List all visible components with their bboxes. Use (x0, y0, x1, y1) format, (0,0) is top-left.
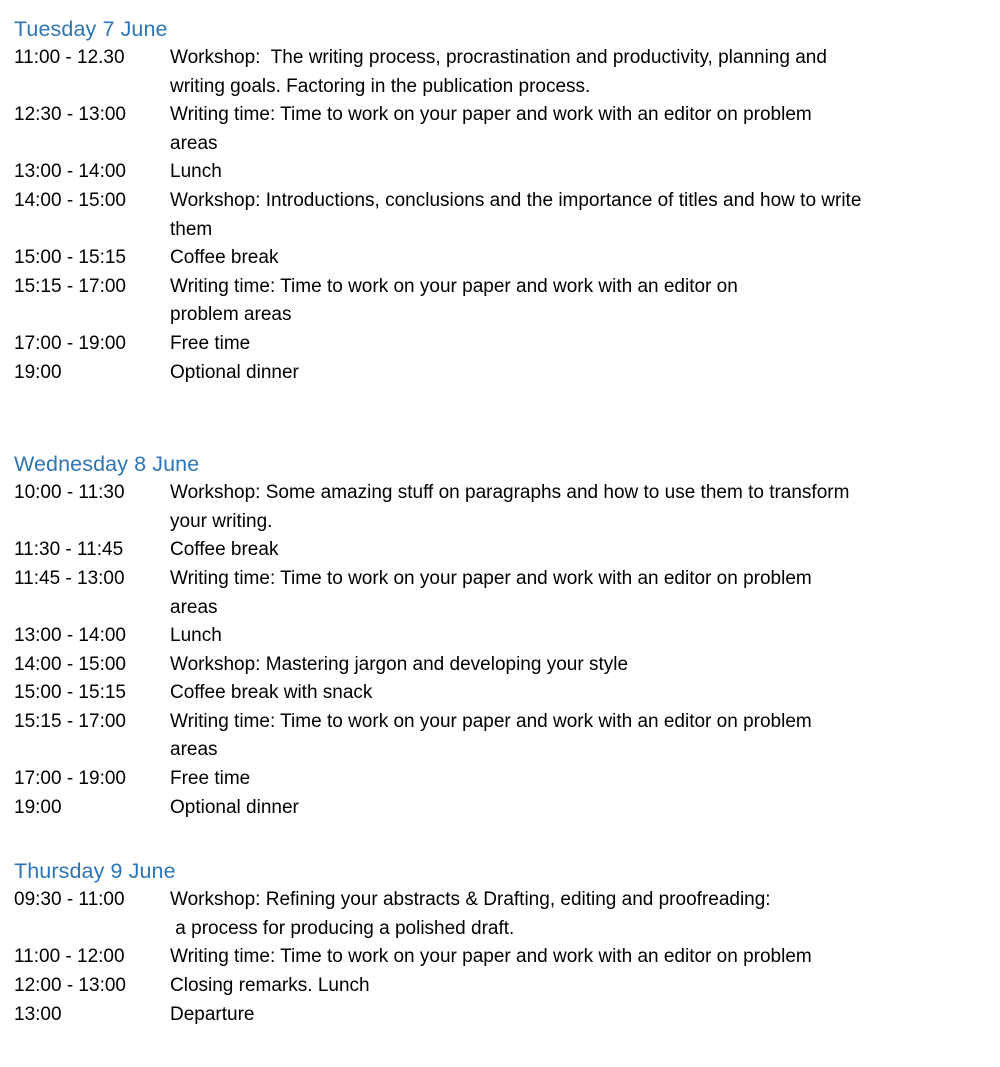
schedule-row (14, 273, 990, 330)
activity-line: a process for producing a polished draft. (170, 917, 515, 939)
time-range: 15:15 - 17:00 (14, 275, 126, 297)
activity-line: problem areas (170, 304, 292, 326)
schedule-row (14, 943, 990, 972)
schedule-row (14, 158, 990, 187)
activity-line: areas (170, 132, 218, 154)
time-range: 11:30 - 11:45 (14, 539, 124, 561)
activity-line: Workshop: The writing process, procrastination and productivity, planning and (170, 47, 827, 68)
time-range: 10:00 - 11:30 (14, 482, 125, 504)
activity-line: Writing time: Time to work on your paper and work with an editor on problem (170, 567, 812, 589)
activity-line: Free time (170, 332, 251, 354)
time-range: 11:00 - 12.30 (14, 47, 125, 68)
day-rows (14, 886, 990, 1029)
activity-description (170, 273, 990, 330)
activity-description (170, 101, 990, 158)
activity-line: Lunch (170, 625, 222, 647)
day-section (14, 14, 990, 387)
schedule-row (14, 187, 990, 244)
time-range: 19:00 (14, 361, 62, 383)
day-section (14, 449, 990, 822)
schedule-row (14, 651, 990, 680)
time-range: 12:00 - 13:00 (14, 975, 126, 997)
time-range: 17:00 - 19:00 (14, 332, 126, 354)
schedule-row (14, 359, 990, 388)
schedule-row (14, 101, 990, 158)
activity-description (170, 158, 990, 187)
time-range: 19:00 (14, 796, 62, 818)
activity-description (170, 943, 990, 972)
activity-line: your writing. (170, 510, 273, 532)
activity-line: Workshop: Introductions, conclusions and the importance of titles and how to write (170, 189, 862, 211)
activity-description (170, 565, 990, 622)
activity-line: them (170, 218, 213, 240)
day-heading: Wednesday 8 June (14, 452, 200, 477)
day-heading: Thursday 9 June (14, 859, 176, 884)
activity-line: Writing time: Time to work on your paper and work with an editor on problem (170, 104, 812, 126)
activity-line: Optional dinner (170, 796, 299, 818)
activity-description (170, 679, 990, 708)
activity-description (170, 244, 990, 273)
time-range: 09:30 - 11:00 (14, 889, 125, 911)
activity-description (170, 187, 990, 244)
activity-description (170, 651, 990, 680)
activity-line: areas (170, 596, 218, 618)
activity-line: Lunch (170, 161, 222, 183)
day-rows (14, 479, 990, 822)
activity-description (170, 972, 990, 1001)
schedule-row (14, 1001, 990, 1030)
time-range: 17:00 - 19:00 (14, 768, 126, 790)
activity-line: Writing time: Time to work on your paper and work with an editor on problem (170, 710, 812, 732)
time-range: 13:00 - 14:00 (14, 161, 126, 183)
activity-line: Free time (170, 768, 251, 790)
activity-description (170, 359, 990, 388)
day-heading: Tuesday 7 June (14, 17, 168, 41)
time-range: 14:00 - 15:00 (14, 189, 126, 211)
activity-line: Workshop: Some amazing stuff on paragraphs and how to use them to transform (170, 482, 850, 504)
schedule-row (14, 330, 990, 359)
schedule-row (14, 679, 990, 708)
activity-description (170, 1001, 990, 1030)
activity-line: Coffee break with snack (170, 682, 373, 704)
activity-description (170, 330, 990, 359)
activity-description (170, 536, 990, 565)
day-section (14, 856, 990, 1029)
time-range: 15:15 - 17:00 (14, 710, 126, 732)
activity-description (170, 44, 990, 101)
activity-description (170, 622, 990, 651)
activity-line: writing goals. Factoring in the publication process. (170, 75, 591, 97)
schedule-row (14, 886, 990, 943)
schedule-row (14, 536, 990, 565)
schedule-row (14, 565, 990, 622)
activity-description (170, 765, 990, 794)
time-range: 15:00 - 15:15 (14, 682, 126, 704)
activity-line: Departure (170, 1003, 255, 1025)
activity-line: areas (170, 739, 218, 761)
activity-line: Coffee break (170, 247, 279, 269)
activity-description (170, 479, 990, 536)
activity-line: Closing remarks. Lunch (170, 975, 370, 997)
activity-description (170, 708, 990, 765)
time-range: 11:00 - 12:00 (14, 946, 125, 968)
schedule-row (14, 765, 990, 794)
time-range: 13:00 (14, 1003, 62, 1025)
time-range: 14:00 - 15:00 (14, 653, 126, 675)
activity-description (170, 794, 990, 823)
activity-line: Coffee break (170, 539, 279, 561)
activity-line: Writing time: Time to work on your paper and work with an editor on problem (170, 946, 812, 968)
time-range: 15:00 - 15:15 (14, 247, 126, 269)
time-range: 12:30 - 13:00 (14, 104, 126, 126)
schedule-row (14, 972, 990, 1001)
time-range: 11:45 - 13:00 (14, 567, 125, 589)
activity-description (170, 886, 990, 943)
schedule-row (14, 44, 990, 101)
schedule-row (14, 794, 990, 823)
day-rows (14, 44, 990, 387)
schedule-row (14, 708, 990, 765)
activity-line: Writing time: Time to work on your paper and work with an editor on (170, 275, 738, 297)
time-range: 13:00 - 14:00 (14, 625, 126, 647)
activity-line: Workshop: Refining your abstracts & Drafting, editing and proofreading: (170, 889, 771, 911)
schedule-row (14, 479, 990, 536)
schedule-row (14, 244, 990, 273)
activity-line: Workshop: Mastering jargon and developing your style (170, 653, 629, 675)
schedule-row (14, 622, 990, 651)
activity-line: Optional dinner (170, 361, 299, 383)
